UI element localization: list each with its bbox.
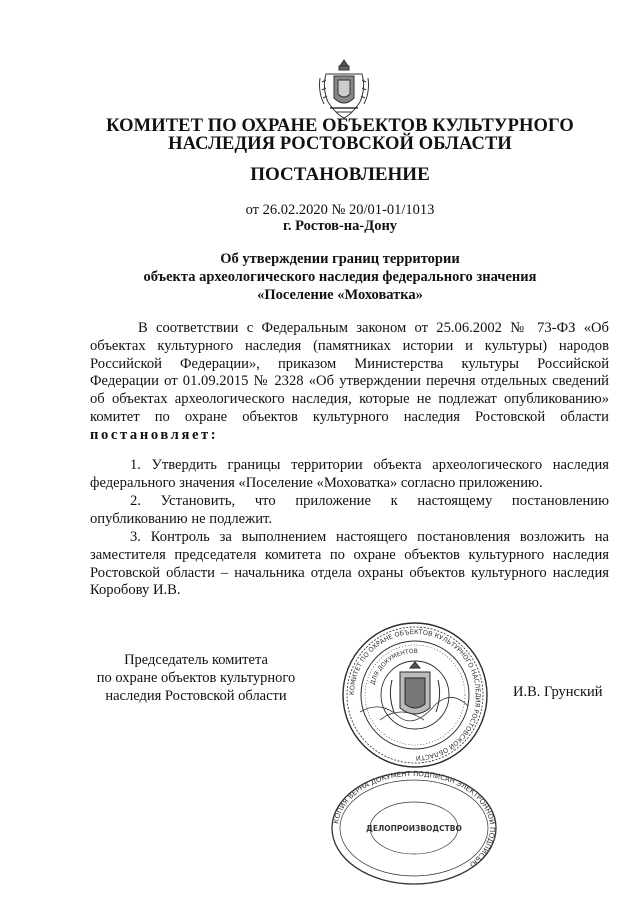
document-date-number: от 26.02.2020 № 20/01-01/1013 [245,202,435,218]
signatory-position-line2: по охране объектов культурного [96,670,296,686]
coat-of-arms-icon [316,58,372,120]
document-title-line2: объекта археологического наследия федерального значения [143,269,537,285]
signatory-name: И.В. Грунский [513,684,603,700]
signatory-position-line1: Председатель комитета [124,652,268,668]
preamble-text: В соответствии с Федеральным законом от 25.06.2002 № 73-ФЗ «Об объектах культурного наследия (памятниках истории и культуры) народов Российской Федерации», приказом Министерства культуры Российской Федерации от 01.09.2015 № 2328 «Об утверждении перечня отдельных сведений об объектах археологического наследия, которые не подлежат опубликованию» комитет по охране объектов культурного наследия Ростовской области [90,320,609,425]
decree-item-1: 1. Утвердить границы территории объекта археологического наследия федерального значения «Поселение «Моховатка» согласно приложению. [90,457,609,491]
decree-item-2: 2. Установить, что приложение к настоящему постановлению опубликованию не подлежит. [90,493,609,527]
org-name-line2: НАСЛЕДИЯ РОСТОВСКОЙ ОБЛАСТИ [168,134,512,154]
decree-word: постановляет: [90,426,219,443]
stamp-inner-text: ДЕЛОПРОИЗВОДСТВО [366,824,462,833]
document-title-line3: «Поселение «Моховатка» [257,287,423,303]
preamble-paragraph [90,320,609,445]
document-title-line1: Об утверждении границ территории [220,251,460,267]
seal-outer-text: КОМИТЕТ ПО ОХРАНЕ ОБЪЕКТОВ КУЛЬТУРНОГО НАСЛЕДИЯ РОСТОВСКОЙ ОБЛАСТИ [347,627,483,763]
document-city: г. Ростов-на-Дону [282,218,398,234]
signatory-position-line3: наследия Ростовской области [105,688,287,704]
document-type: ПОСТАНОВЛЕНИЕ [250,164,430,185]
decree-item-3: 3. Контроль за выполнением настоящего постановления возложить на заместителя председателя комитета по охране объектов культурного наследия Ростовской области – начальника отдела охраны объектов культурного наследия Коробову И.В. [90,529,609,599]
copy-certified-stamp [328,768,500,888]
signatory-position [86,651,306,705]
seal-inner-text: ДЛЯ ДОКУМЕНТОВ [369,647,418,686]
stamp-outer-text: КОПИЯ ВЕРНА ДОКУМЕНТ ПОДПИСАН ЭЛЕКТРОННОЙ ПОДПИСЬЮ [332,769,497,869]
org-name-line1: КОМИТЕТ ПО ОХРАНЕ ОБЪЕКТОВ КУЛЬТУРНОГО [106,116,574,136]
official-seal [340,620,490,770]
